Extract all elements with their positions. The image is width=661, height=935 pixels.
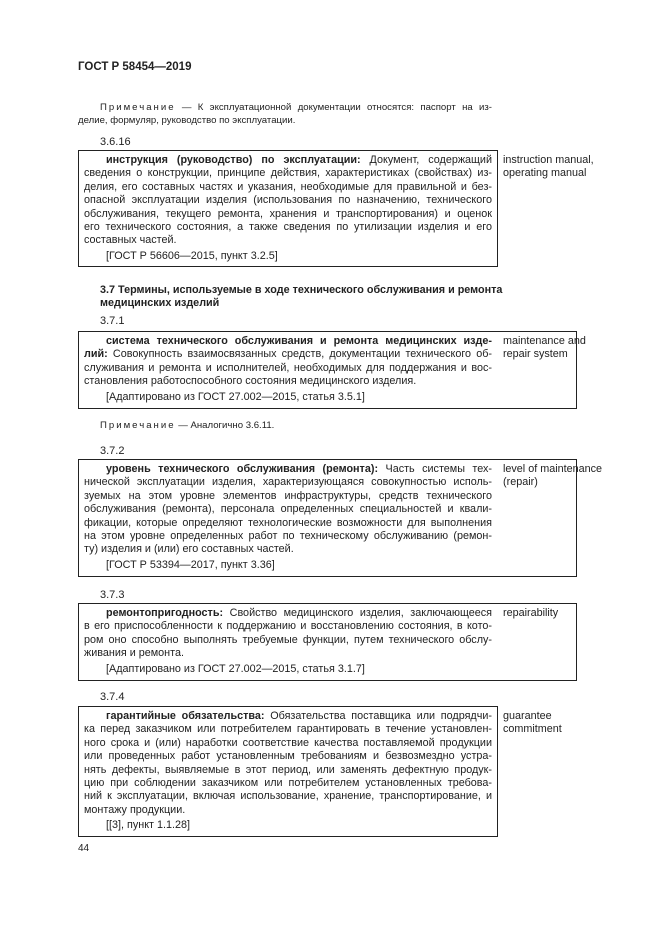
english-term-line: operating manual xyxy=(503,167,587,180)
definition-text: Свойство медицинского изделия, заключающееся xyxy=(223,607,492,619)
definition-line xyxy=(84,790,492,803)
term-definition xyxy=(84,463,492,572)
definition-text: опасной эксплуатации изделия (использования по назначению, технического xyxy=(84,194,492,207)
definition-line xyxy=(84,490,492,503)
definition-text: на этом уровне определенных работ по техническому обслуживанию (ремон- xyxy=(84,530,492,543)
english-term-line: repair system xyxy=(503,348,568,361)
definition-line xyxy=(84,194,492,207)
english-equivalent xyxy=(503,607,558,620)
term-name: система технического обслуживания и ремонта медицинских изде- xyxy=(106,335,492,347)
definition-text: становления работоспособного состояния медицинского изделия. xyxy=(84,375,417,388)
definition-line xyxy=(84,777,492,790)
definition-line xyxy=(84,167,492,180)
section-heading-line: 3.7 Термины, используемые в ходе технического обслуживания и ремонта xyxy=(100,284,503,296)
definition-line xyxy=(84,804,492,817)
definition-text: живания и ремонта. xyxy=(84,647,184,660)
term-definition xyxy=(84,335,492,404)
definition-text: или проведенных работ установленным требованиям и безвозмездно устра- xyxy=(84,750,492,763)
term-source: [Адаптировано из ГОСТ 27.002—2015, статья 3.5.1] xyxy=(106,390,365,403)
term-name: уровень технического обслуживания (ремонта): xyxy=(106,463,379,475)
note-text-2: делие, формуляр, руководство по эксплуатации. xyxy=(78,115,296,126)
definition-line xyxy=(84,607,492,620)
term-definition xyxy=(84,154,492,263)
definition-text: делия, его составных частях и указания, необходимые для правильной и без- xyxy=(84,180,492,193)
definition-text: его технического состояния, а также сведения по утилизации изделия и его xyxy=(84,221,492,234)
definition-line xyxy=(84,723,492,736)
definition-text: обслуживания (ремонта), персонала определенных специальностей и квали- xyxy=(84,503,492,516)
definition-line xyxy=(84,710,492,723)
definition-text: фикации, которые определяют технологические возможности для выполнения xyxy=(84,516,492,529)
english-term-line: maintenance and xyxy=(503,335,586,347)
page-number: 44 xyxy=(78,843,90,854)
definition-line xyxy=(84,463,492,476)
definition-line xyxy=(84,647,492,660)
english-term-line: instruction manual, xyxy=(503,154,594,166)
english-equivalent xyxy=(503,154,594,181)
definition-text: нять дефекты, выявляемые в этот период, или заменять дефектную продук- xyxy=(84,763,492,776)
definition-line xyxy=(84,750,492,763)
term-definition xyxy=(84,710,492,833)
definition-line xyxy=(84,375,492,388)
term-source: [ГОСТ Р 53394—2017, пункт 3.36] xyxy=(106,558,275,571)
definition-text: ка перед заказчиком или потребителем гарантировать в течение установлен- xyxy=(84,723,492,736)
english-term-line: (repair) xyxy=(503,476,538,489)
note-label: Примечание xyxy=(100,420,176,431)
definition-line xyxy=(84,208,492,221)
definition-text: Обязательства поставщика или подрядчи- xyxy=(264,710,492,722)
definition-text: монтажу продукции. xyxy=(84,803,186,816)
english-term-line: repairability xyxy=(503,607,559,619)
definition-line xyxy=(84,503,492,516)
note-operational-docs xyxy=(78,101,492,127)
english-equivalent xyxy=(503,710,562,737)
definition-line xyxy=(84,620,492,633)
definition-line xyxy=(84,764,492,777)
term-definition xyxy=(84,607,492,676)
definition-line xyxy=(84,517,492,530)
term-source: [Адаптировано из ГОСТ 27.002—2015, статья 3.1.7] xyxy=(106,662,365,675)
definition-line xyxy=(84,634,492,647)
definition-text: сведения о конструкции, принципе действия, характеристиках (свойствах) из- xyxy=(84,167,492,180)
term-name: лий: xyxy=(84,348,108,361)
note-text: — Аналогично 3.6.11. xyxy=(178,420,275,431)
definition-text: в его приспособленности к поддержанию и восстановлению состояния, в кото- xyxy=(84,620,492,633)
definition-line xyxy=(84,335,492,348)
definition-text: обслуживания, текущего ремонта, хранения и транспортирования) и оценок xyxy=(84,207,492,220)
document-header: ГОСТ Р 58454—2019 xyxy=(78,61,192,73)
note-text-1: — К эксплуатационной документации относятся: паспорт на из- xyxy=(181,102,493,113)
definition-line xyxy=(84,348,492,361)
definition-text: составных частей. xyxy=(84,234,177,247)
definition-text: Совокупность взаимосвязанных средств, документации технического об- xyxy=(107,348,492,361)
note-label: Примечание xyxy=(100,102,176,113)
term-name: ремонтопригодность: xyxy=(106,607,224,619)
definition-text: нической эксплуатации изделия, характеризующаяся совокупностью исполь- xyxy=(84,476,492,489)
term-source: [[3], пункт 1.1.28] xyxy=(106,819,191,832)
definition-text: ту) изделия и (или) его составных частей. xyxy=(84,543,294,556)
definition-text: ром оно способно выполнять требуемые функции, путем технического обслу- xyxy=(84,633,492,646)
definition-line xyxy=(84,362,492,375)
term-number: 3.7.4 xyxy=(100,691,125,703)
term-number: 3.7.3 xyxy=(100,589,125,601)
definition-line xyxy=(84,181,492,194)
definition-line xyxy=(84,530,492,543)
term-name: гарантийные обязательства: xyxy=(106,710,265,722)
definition-line xyxy=(84,221,492,234)
definition-line xyxy=(84,476,492,489)
term-number: 3.7.1 xyxy=(100,315,125,327)
term-name: инструкция (руководство) по эксплуатации: xyxy=(106,154,361,166)
english-term-line: guarantee xyxy=(503,710,552,722)
term-number: 3.6.16 xyxy=(100,136,131,148)
english-term-line: level of maintenance xyxy=(503,463,603,475)
english-equivalent xyxy=(503,335,586,362)
definition-text: ний к эксплуатации, включая использование, хранение, транспортирование, и xyxy=(84,790,492,803)
term-source: [ГОСТ Р 56606—2015, пункт 3.2.5] xyxy=(106,249,278,262)
english-term-line: commitment xyxy=(503,723,562,736)
definition-line xyxy=(84,154,492,167)
english-equivalent xyxy=(503,463,602,490)
definition-text: цию при соблюдении заказчиком или потребителем установленных требова- xyxy=(84,777,492,790)
section-heading-line: медицинских изделий xyxy=(100,297,220,310)
section-heading xyxy=(100,284,502,311)
definition-text: Документ, содержащий xyxy=(360,154,492,166)
definition-text: ного срока и (или) наработки соответствие качества поставляемой продукции xyxy=(84,736,492,749)
definition-text: зуемых на этом уровне элементов инфраструктуры, средств технического xyxy=(84,489,492,502)
definition-text: служивания и ремонта и исполнителей, необходимых для поддержания и вос- xyxy=(84,361,492,374)
definition-line xyxy=(84,737,492,750)
definition-text: Часть системы тех- xyxy=(378,463,492,475)
definition-line xyxy=(84,543,492,556)
term-number: 3.7.2 xyxy=(100,445,125,457)
note-analogous xyxy=(78,419,492,432)
definition-line xyxy=(84,234,492,247)
